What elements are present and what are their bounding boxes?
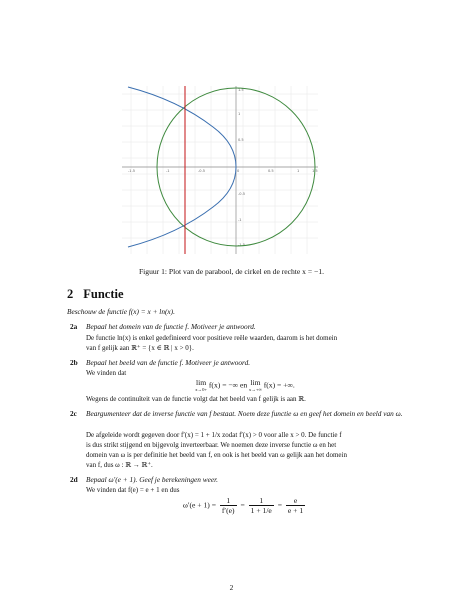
tick-labels bbox=[128, 88, 318, 247]
answer-line: We vinden dat f(e) = e + 1 en dus bbox=[86, 486, 180, 494]
question-text: Bepaal het beeld van de functie f. Motiveer je antwoord. bbox=[86, 358, 251, 367]
answer-line: De functie ln(x) is enkel gedefinieerd voor positieve reële waarden, daarom is het domein bbox=[86, 334, 338, 342]
answer-line: is dus strikt stijgend en bijgevolg inverteerbaar. We noemen deze inverse functie ω en het bbox=[86, 441, 337, 449]
answer-line: We vinden dat bbox=[86, 369, 127, 377]
section-intro: Beschouw de functie f(x) = x + ln(x). bbox=[67, 307, 175, 316]
grid bbox=[122, 86, 318, 254]
y-tick-label: -1 bbox=[238, 218, 242, 222]
section-title: Functie bbox=[83, 287, 124, 301]
page-number: 2 bbox=[229, 583, 234, 592]
y-tick-label: -0.5 bbox=[238, 192, 246, 196]
x-tick-label: -1 bbox=[166, 169, 170, 173]
answer-line: van f gelijk aan ℝ⁺ = {x ∈ ℝ | x > 0}. bbox=[86, 344, 194, 352]
question-label: 2c bbox=[70, 409, 77, 418]
question-text: Beargumenteer dat de inverse functie van f bestaat. Noem deze functie ω en geef het domein en beeld van ω. bbox=[86, 409, 403, 418]
y-tick-label: 1 bbox=[238, 112, 241, 116]
question-text: Bepaal het domein van de functie f. Motiveer je antwoord. bbox=[86, 322, 256, 331]
derivative-equation: ω′(e + 1) = $\frac{1}{f'(e)}$ = $\frac{1}{1 + 1/e}$ = $\frac{e}{e + 1}$ bbox=[182, 496, 304, 515]
y-tick-label: -1.5 bbox=[238, 243, 246, 247]
section-heading bbox=[67, 287, 134, 302]
figure-caption: Figuur 1: Plot van de parabool, de cirkel en de rechte x = −1. bbox=[138, 267, 325, 276]
answer-line: De afgeleide wordt gegeven door f′(x) = 1 + 1/x zodat f′(x) > 0 voor alle x > 0. De functie f bbox=[86, 431, 342, 439]
answer-line: domein van ω is per definitie het beeld van f, en ook is het beeld van ω gelijk aan het domein bbox=[86, 451, 347, 459]
y-tick-label: 0.5 bbox=[238, 138, 244, 142]
x-tick-label: 0 bbox=[237, 169, 240, 173]
question-label: 2d bbox=[70, 475, 78, 484]
x-tick-label: 1.5 bbox=[312, 169, 318, 173]
answer-line: van f, dus ω : ℝ → ℝ⁺. bbox=[86, 461, 153, 469]
y-tick-label: 1.5 bbox=[238, 88, 244, 92]
axes bbox=[122, 86, 318, 254]
plot-figure bbox=[118, 82, 322, 258]
x-tick-label: 0.5 bbox=[268, 169, 274, 173]
x-tick-label: -1.5 bbox=[128, 169, 136, 173]
question-label: 2a bbox=[70, 322, 78, 331]
limit-equation: lim x→0+ f(x) = −∞ en lim x→+∞ f(x) = +∞. bbox=[195, 378, 295, 392]
x-tick-label: -0.5 bbox=[198, 169, 206, 173]
question-text: Bepaal ω′(e + 1). Geef je berekeningen weer. bbox=[86, 475, 218, 484]
answer-line: Wegens de continuïteit van de functie volgt dat het beeld van f gelijk is aan ℝ. bbox=[86, 395, 306, 403]
question-label: 2b bbox=[70, 358, 78, 367]
section-number: 2 bbox=[67, 287, 74, 301]
x-tick-label: 1 bbox=[297, 169, 300, 173]
